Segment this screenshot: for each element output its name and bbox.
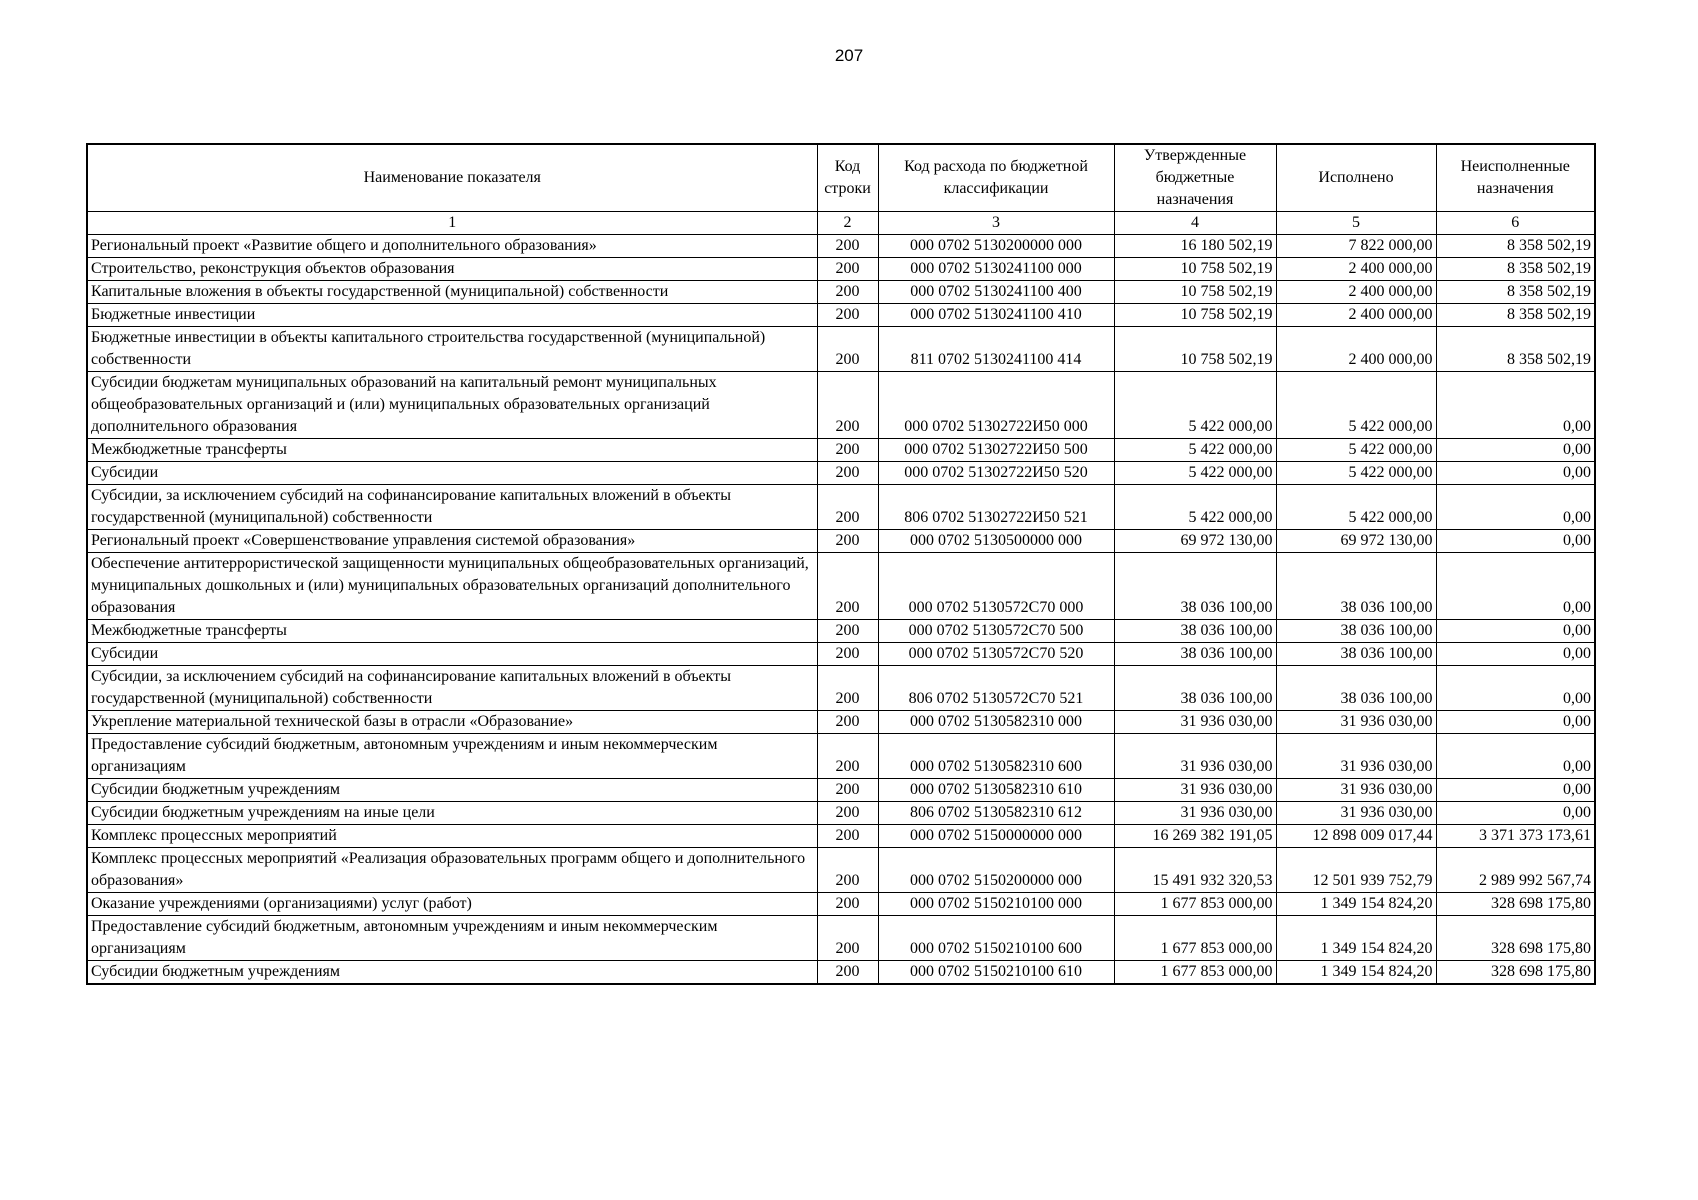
table-row	[87, 643, 1595, 666]
row-line-code: 200	[817, 916, 878, 961]
table-row	[87, 734, 1595, 779]
table-row	[87, 848, 1595, 893]
table-row	[87, 485, 1595, 530]
row-name: Бюджетные инвестиции	[87, 304, 817, 327]
row-line-code: 200	[817, 893, 878, 916]
row-unexecuted: 0,00	[1436, 439, 1595, 462]
row-approved: 31 936 030,00	[1114, 779, 1276, 802]
row-unexecuted: 0,00	[1436, 643, 1595, 666]
column-number: 3	[878, 212, 1114, 235]
header-approved: Утвержденные бюджетные назначения	[1114, 144, 1276, 212]
row-executed: 5 422 000,00	[1276, 439, 1436, 462]
table-row	[87, 620, 1595, 643]
row-unexecuted: 8 358 502,19	[1436, 304, 1595, 327]
table-row	[87, 327, 1595, 372]
table-row	[87, 802, 1595, 825]
row-approved: 10 758 502,19	[1114, 327, 1276, 372]
row-executed: 7 822 000,00	[1276, 235, 1436, 258]
row-expense-code: 806 0702 5130572С70 521	[878, 666, 1114, 711]
row-executed: 12 898 009 017,44	[1276, 825, 1436, 848]
row-unexecuted: 0,00	[1436, 530, 1595, 553]
row-unexecuted: 0,00	[1436, 620, 1595, 643]
table-row	[87, 258, 1595, 281]
row-name: Межбюджетные трансферты	[87, 439, 817, 462]
row-approved: 5 422 000,00	[1114, 462, 1276, 485]
row-unexecuted: 2 989 992 567,74	[1436, 848, 1595, 893]
row-line-code: 200	[817, 620, 878, 643]
header-unexecuted: Неисполненные назначения	[1436, 144, 1595, 212]
row-line-code: 200	[817, 961, 878, 985]
row-unexecuted: 328 698 175,80	[1436, 961, 1595, 985]
row-executed: 69 972 130,00	[1276, 530, 1436, 553]
row-expense-code: 000 0702 5130572С70 000	[878, 553, 1114, 620]
budget-execution-table	[86, 143, 1596, 985]
column-number: 4	[1114, 212, 1276, 235]
row-unexecuted: 0,00	[1436, 802, 1595, 825]
row-approved: 38 036 100,00	[1114, 553, 1276, 620]
column-numbers-row	[87, 212, 1595, 235]
row-executed: 2 400 000,00	[1276, 304, 1436, 327]
column-number: 6	[1436, 212, 1595, 235]
row-approved: 31 936 030,00	[1114, 711, 1276, 734]
row-unexecuted: 328 698 175,80	[1436, 916, 1595, 961]
table-row	[87, 462, 1595, 485]
row-unexecuted: 0,00	[1436, 485, 1595, 530]
row-line-code: 200	[817, 304, 878, 327]
row-unexecuted: 3 371 373 173,61	[1436, 825, 1595, 848]
row-approved: 16 180 502,19	[1114, 235, 1276, 258]
row-line-code: 200	[817, 802, 878, 825]
row-line-code: 200	[817, 372, 878, 439]
table-body	[87, 235, 1595, 985]
row-executed: 2 400 000,00	[1276, 281, 1436, 304]
row-expense-code: 000 0702 5130241100 000	[878, 258, 1114, 281]
row-unexecuted: 0,00	[1436, 666, 1595, 711]
row-executed: 1 349 154 824,20	[1276, 961, 1436, 985]
row-expense-code: 000 0702 5130200000 000	[878, 235, 1114, 258]
row-approved: 38 036 100,00	[1114, 620, 1276, 643]
row-line-code: 200	[817, 462, 878, 485]
row-line-code: 200	[817, 553, 878, 620]
row-line-code: 200	[817, 327, 878, 372]
row-approved: 38 036 100,00	[1114, 666, 1276, 711]
row-executed: 31 936 030,00	[1276, 711, 1436, 734]
row-executed: 1 349 154 824,20	[1276, 893, 1436, 916]
column-number: 1	[87, 212, 817, 235]
table-row	[87, 961, 1595, 985]
row-name: Субсидии	[87, 643, 817, 666]
row-expense-code: 000 0702 5150210100 000	[878, 893, 1114, 916]
row-line-code: 200	[817, 779, 878, 802]
row-executed: 2 400 000,00	[1276, 258, 1436, 281]
row-expense-code: 000 0702 5150000000 000	[878, 825, 1114, 848]
row-line-code: 200	[817, 281, 878, 304]
row-approved: 10 758 502,19	[1114, 304, 1276, 327]
row-name: Субсидии бюджетам муниципальных образований на капитальный ремонт муниципальных общеобразовательных организаций и (или) муниципальных образовательных организаций дополнительного образования	[87, 372, 817, 439]
row-name: Субсидии бюджетным учреждениям	[87, 961, 817, 985]
row-expense-code: 000 0702 5150210100 610	[878, 961, 1114, 985]
row-name: Оказание учреждениями (организациями) услуг (работ)	[87, 893, 817, 916]
header-indicator-name: Наименование показателя	[87, 144, 817, 212]
row-expense-code: 000 0702 5130572С70 520	[878, 643, 1114, 666]
row-name: Укрепление материальной технической базы в отрасли «Образование»	[87, 711, 817, 734]
row-executed: 12 501 939 752,79	[1276, 848, 1436, 893]
row-executed: 2 400 000,00	[1276, 327, 1436, 372]
row-executed: 38 036 100,00	[1276, 553, 1436, 620]
row-line-code: 200	[817, 734, 878, 779]
row-unexecuted: 0,00	[1436, 372, 1595, 439]
row-name: Субсидии, за исключением субсидий на софинансирование капитальных вложений в объекты государственной (муниципальной) собственности	[87, 485, 817, 530]
table-row	[87, 825, 1595, 848]
row-name: Бюджетные инвестиции в объекты капитального строительства государственной (муниципальной) собственности	[87, 327, 817, 372]
row-expense-code: 000 0702 5130582310 600	[878, 734, 1114, 779]
row-approved: 31 936 030,00	[1114, 734, 1276, 779]
row-name: Строительство, реконструкция объектов образования	[87, 258, 817, 281]
row-expense-code: 811 0702 5130241100 414	[878, 327, 1114, 372]
table-row	[87, 916, 1595, 961]
row-line-code: 200	[817, 666, 878, 711]
row-executed: 38 036 100,00	[1276, 666, 1436, 711]
row-expense-code: 000 0702 5130582310 610	[878, 779, 1114, 802]
row-expense-code: 806 0702 51302722И50 521	[878, 485, 1114, 530]
table-row	[87, 235, 1595, 258]
table-row	[87, 439, 1595, 462]
row-name: Субсидии	[87, 462, 817, 485]
row-expense-code: 000 0702 5130241100 410	[878, 304, 1114, 327]
table-header-row	[87, 144, 1595, 212]
table-row	[87, 281, 1595, 304]
row-unexecuted: 0,00	[1436, 711, 1595, 734]
table-row	[87, 553, 1595, 620]
row-executed: 5 422 000,00	[1276, 485, 1436, 530]
row-unexecuted: 328 698 175,80	[1436, 893, 1595, 916]
row-executed: 1 349 154 824,20	[1276, 916, 1436, 961]
row-name: Субсидии, за исключением субсидий на софинансирование капитальных вложений в объекты государственной (муниципальной) собственности	[87, 666, 817, 711]
row-expense-code: 000 0702 5130500000 000	[878, 530, 1114, 553]
table-row	[87, 666, 1595, 711]
row-expense-code: 000 0702 5150210100 600	[878, 916, 1114, 961]
page-number: 207	[834, 46, 864, 65]
row-unexecuted: 0,00	[1436, 553, 1595, 620]
row-expense-code: 000 0702 5130572С70 500	[878, 620, 1114, 643]
column-number: 2	[817, 212, 878, 235]
row-name: Обеспечение антитеррористической защищенности муниципальных общеобразовательных организаций, муниципальных дошкольных и (или) муниципальных образовательных организаций дополнительного образования	[87, 553, 817, 620]
row-line-code: 200	[817, 258, 878, 281]
row-approved: 15 491 932 320,53	[1114, 848, 1276, 893]
row-approved: 5 422 000,00	[1114, 485, 1276, 530]
row-executed: 5 422 000,00	[1276, 462, 1436, 485]
row-name: Межбюджетные трансферты	[87, 620, 817, 643]
row-line-code: 200	[817, 485, 878, 530]
table-row	[87, 893, 1595, 916]
row-name: Комплекс процессных мероприятий	[87, 825, 817, 848]
row-expense-code: 000 0702 51302722И50 500	[878, 439, 1114, 462]
header-expense-code: Код расхода по бюджетной классификации	[878, 144, 1114, 212]
row-name: Предоставление субсидий бюджетным, автономным учреждениям и иным некоммерческим организациям	[87, 734, 817, 779]
row-name: Региональный проект «Совершенствование управления системой образования»	[87, 530, 817, 553]
row-name: Комплекс процессных мероприятий «Реализация образовательных программ общего и дополнительного образования»	[87, 848, 817, 893]
row-line-code: 200	[817, 848, 878, 893]
table-row	[87, 711, 1595, 734]
row-unexecuted: 8 358 502,19	[1436, 258, 1595, 281]
row-name: Субсидии бюджетным учреждениям на иные цели	[87, 802, 817, 825]
header-line-code: Код строки	[817, 144, 878, 212]
row-approved: 10 758 502,19	[1114, 258, 1276, 281]
row-expense-code: 806 0702 5130582310 612	[878, 802, 1114, 825]
row-expense-code: 000 0702 51302722И50 000	[878, 372, 1114, 439]
row-approved: 10 758 502,19	[1114, 281, 1276, 304]
row-expense-code: 000 0702 5150200000 000	[878, 848, 1114, 893]
row-approved: 31 936 030,00	[1114, 802, 1276, 825]
row-name: Региональный проект «Развитие общего и дополнительного образования»	[87, 235, 817, 258]
row-executed: 5 422 000,00	[1276, 372, 1436, 439]
row-executed: 31 936 030,00	[1276, 779, 1436, 802]
row-unexecuted: 8 358 502,19	[1436, 281, 1595, 304]
row-executed: 38 036 100,00	[1276, 643, 1436, 666]
row-approved: 69 972 130,00	[1114, 530, 1276, 553]
row-name: Предоставление субсидий бюджетным, автономным учреждениям и иным некоммерческим организациям	[87, 916, 817, 961]
row-approved: 38 036 100,00	[1114, 643, 1276, 666]
header-executed: Исполнено	[1276, 144, 1436, 212]
row-line-code: 200	[817, 643, 878, 666]
row-line-code: 200	[817, 825, 878, 848]
row-approved: 16 269 382 191,05	[1114, 825, 1276, 848]
row-line-code: 200	[817, 530, 878, 553]
table-row	[87, 304, 1595, 327]
row-expense-code: 000 0702 5130582310 000	[878, 711, 1114, 734]
table-row	[87, 779, 1595, 802]
row-unexecuted: 0,00	[1436, 734, 1595, 779]
row-name: Субсидии бюджетным учреждениям	[87, 779, 817, 802]
table-row	[87, 530, 1595, 553]
row-line-code: 200	[817, 711, 878, 734]
row-unexecuted: 8 358 502,19	[1436, 235, 1595, 258]
row-unexecuted: 8 358 502,19	[1436, 327, 1595, 372]
column-number: 5	[1276, 212, 1436, 235]
row-name: Капитальные вложения в объекты государственной (муниципальной) собственности	[87, 281, 817, 304]
row-approved: 5 422 000,00	[1114, 372, 1276, 439]
row-line-code: 200	[817, 439, 878, 462]
row-executed: 31 936 030,00	[1276, 802, 1436, 825]
row-unexecuted: 0,00	[1436, 462, 1595, 485]
row-approved: 1 677 853 000,00	[1114, 893, 1276, 916]
row-approved: 5 422 000,00	[1114, 439, 1276, 462]
row-approved: 1 677 853 000,00	[1114, 961, 1276, 985]
row-expense-code: 000 0702 51302722И50 520	[878, 462, 1114, 485]
table-row	[87, 372, 1595, 439]
row-executed: 31 936 030,00	[1276, 734, 1436, 779]
row-expense-code: 000 0702 5130241100 400	[878, 281, 1114, 304]
row-executed: 38 036 100,00	[1276, 620, 1436, 643]
row-unexecuted: 0,00	[1436, 779, 1595, 802]
row-line-code: 200	[817, 235, 878, 258]
row-approved: 1 677 853 000,00	[1114, 916, 1276, 961]
